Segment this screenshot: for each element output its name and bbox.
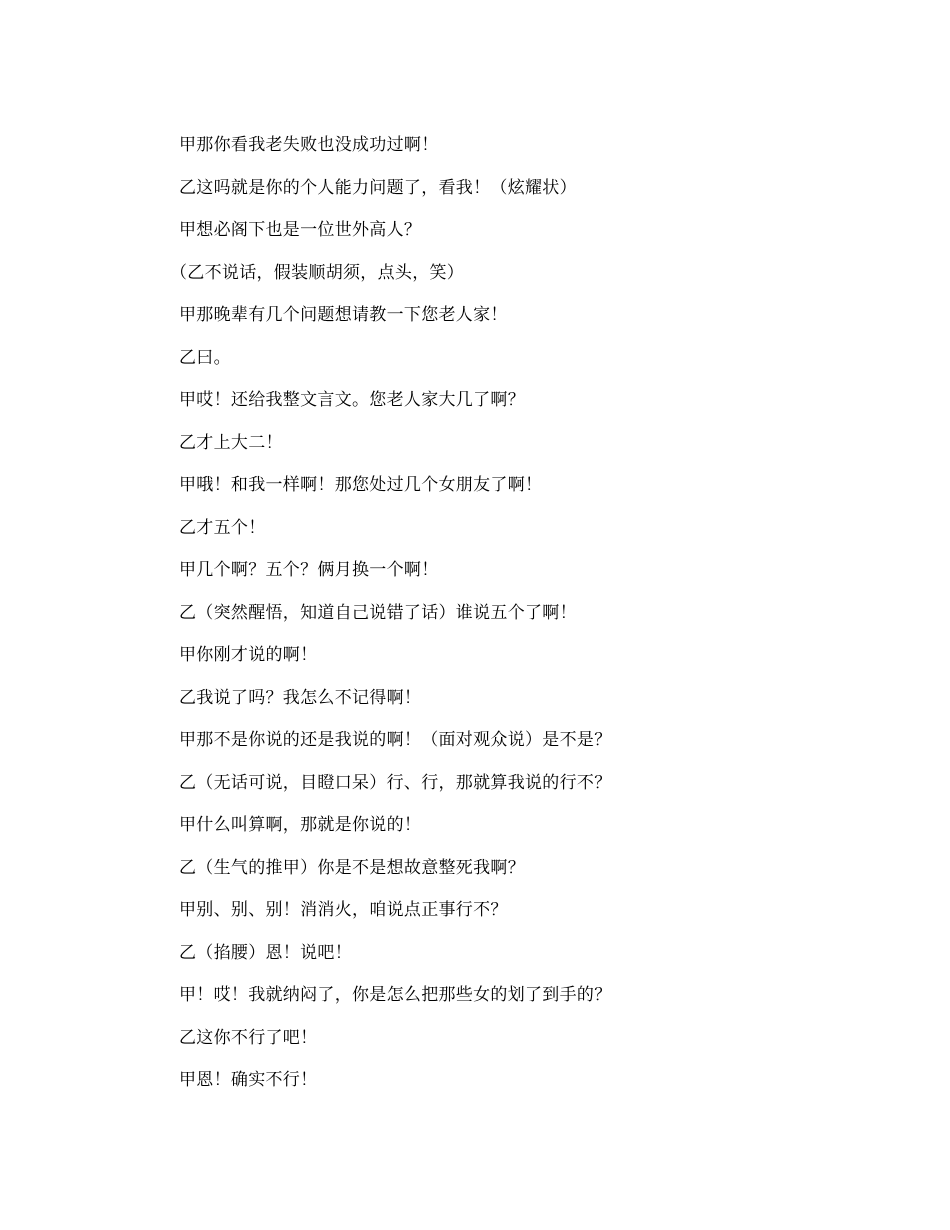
dialogue-line: 乙我说了吗？我怎么不记得啊！ — [179, 687, 422, 708]
dialogue-line: 甲！哎！我就纳闷了，你是怎么把那些女的划了到手的？ — [179, 985, 612, 1005]
dialogue-line: 乙曰。 — [179, 347, 231, 368]
dialogue-line: 乙才五个！ — [179, 517, 266, 538]
dialogue-line: 甲那不是你说的还是我说的啊！（面对观众说）是不是？ — [179, 730, 612, 750]
dialogue-line: 甲想必阁下也是一位世外高人？ — [179, 220, 422, 240]
dialogue-line: 乙（突然醒悟，知道自己说错了话）谁说五个了啊！ — [179, 602, 577, 623]
dialogue-line: 甲恩！确实不行！ — [179, 1070, 318, 1090]
dialogue-line: 甲哦！和我一样啊！那您处过几个女朋友了啊！ — [179, 475, 543, 495]
dialogue-line: 乙（掐腰）恩！说吧！ — [179, 942, 352, 963]
dialogue-line: 甲那你看我老失败也没成功过啊！ — [179, 135, 439, 155]
dialogue-line: 乙（生气的推甲）你是不是想故意整死我啊？ — [179, 857, 525, 878]
dialogue-line: 甲那晚辈有几个问题想请教一下您老人家！ — [179, 305, 508, 325]
dialogue-line: 甲哎！还给我整文言文。您老人家大几了啊？ — [179, 390, 525, 410]
dialogue-line: 甲什么叫算啊，那就是你说的！ — [179, 815, 422, 835]
dialogue-line: 甲几个啊？五个？俩月换一个啊！ — [179, 560, 439, 580]
dialogue-text — [170, 128, 879, 1106]
stage-direction-line: （乙不说话，假装顺胡须，点头，笑） — [170, 262, 465, 283]
dialogue-line: 乙这吗就是你的个人能力问题了，看我！（炫耀状） — [179, 177, 577, 198]
dialogue-line: 甲你刚才说的啊！ — [179, 645, 318, 665]
dialogue-line: 乙（无话可说，目瞪口呆）行、行，那就算我说的行不？ — [179, 772, 612, 793]
dialogue-line: 乙才上大二！ — [179, 432, 283, 453]
dialogue-line: 甲别、别、别！消消火，咱说点正事行不？ — [179, 900, 508, 920]
dialogue-line: 乙这你不行了吧！ — [179, 1027, 318, 1048]
